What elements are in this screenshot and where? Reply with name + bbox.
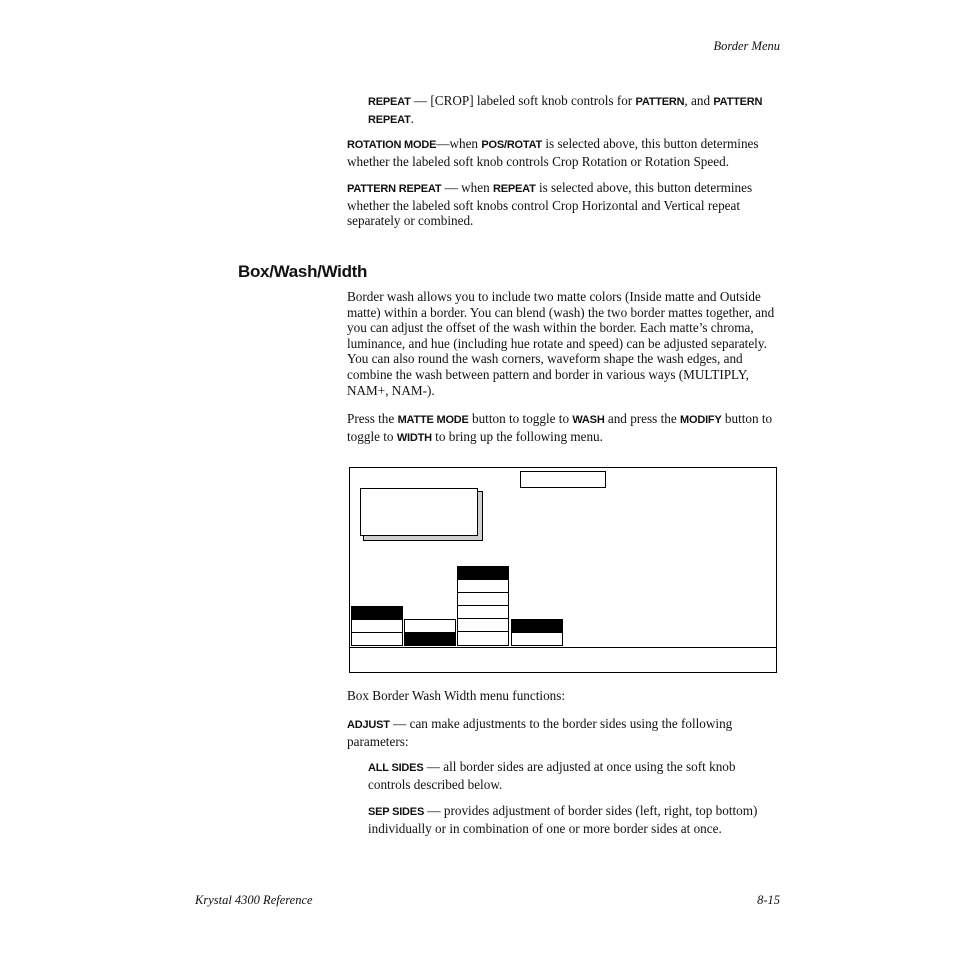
- repeat-paragraph: [368, 93, 780, 128]
- menu-diagram: [349, 467, 777, 673]
- keyword-adjust: ADJUST: [347, 719, 390, 731]
- keyword-rotation-mode: ROTATION MODE: [347, 139, 437, 151]
- menu-button[interactable]: [457, 579, 509, 593]
- text: and press the: [604, 411, 681, 426]
- menu-button-selected[interactable]: [457, 566, 509, 580]
- keyword-pos-rotat: POS/ROTAT: [481, 139, 543, 151]
- menu-button[interactable]: [457, 631, 509, 646]
- adjust-paragraph: [347, 716, 780, 749]
- border-wash-paragraph: Border wash allows you to include two matte colors (Inside matte and Outside matte) within a border. You can blend (wash) the two border mattes together, and you can adjust the offset of the wash within the border. Each matte’s chroma, luminance, and hue (including hue rotate and speed) can be adjusted separately. You can also round the wash corners, waveform shape the wash edges, and combine the wash between pattern and border in various ways (MULTIPLY, NAM+, NAM-).: [347, 289, 775, 398]
- text: Press the: [347, 411, 398, 426]
- press-paragraph: [347, 411, 780, 446]
- menu-button[interactable]: [457, 605, 509, 619]
- keyword-wash: WASH: [572, 414, 605, 426]
- pattern-repeat-paragraph: [347, 180, 780, 229]
- status-divider: [350, 647, 776, 648]
- text: to bring up the following menu.: [431, 428, 603, 444]
- text: button to toggle to: [468, 411, 573, 426]
- menu-button[interactable]: [351, 619, 403, 633]
- menu-button[interactable]: [457, 618, 509, 632]
- keyword-pattern-repeat: PATTERN REPEAT: [368, 96, 763, 126]
- keyword-pattern-repeat: PATTERN REPEAT: [347, 183, 442, 195]
- menu-button[interactable]: [351, 632, 403, 646]
- text: — [CROP] labeled soft knob controls for: [410, 93, 636, 108]
- text: — when: [441, 180, 494, 195]
- text: .: [410, 110, 414, 126]
- page-number: 8-15: [757, 893, 780, 907]
- keyword-repeat: REPEAT: [493, 183, 536, 195]
- menu-button-selected[interactable]: [351, 606, 403, 620]
- text: —when: [436, 136, 482, 151]
- keyword-modify: MODIFY: [680, 414, 722, 426]
- section-heading: Box/Wash/Width: [238, 262, 368, 281]
- text: button to toggle to: [347, 411, 773, 444]
- figure-caption: Box Border Wash Width menu functions:: [347, 688, 566, 703]
- text: , and: [684, 93, 714, 108]
- text: — all border sides are adjusted at once using the soft knob controls described below.: [368, 759, 736, 792]
- rotation-mode-paragraph: [347, 136, 780, 169]
- menu-button-selected[interactable]: [511, 619, 563, 633]
- running-header: Border Menu: [713, 39, 780, 53]
- menu-button-selected[interactable]: [404, 632, 456, 646]
- keyword-repeat: REPEAT: [368, 96, 411, 108]
- text: — provides adjustment of border sides (left, right, top bottom) individually or in combination of one or more border sides at once.: [368, 803, 758, 836]
- info-panel: [360, 488, 478, 536]
- keyword-all-sides: ALL SIDES: [368, 762, 424, 774]
- footer-title: Krystal 4300 Reference: [195, 893, 313, 907]
- text: is selected above, this button determines whether the labeled soft knobs control Crop Horizontal and Vertical repeat separately or combined.: [347, 180, 753, 229]
- menu-button[interactable]: [404, 619, 456, 633]
- menu-title-box: [520, 471, 606, 488]
- all-sides-paragraph: [368, 759, 780, 792]
- sep-sides-paragraph: [368, 803, 780, 836]
- text: — can make adjustments to the border sides using the following parameters:: [347, 716, 733, 749]
- keyword-pattern: PATTERN: [635, 96, 685, 108]
- keyword-width: WIDTH: [396, 431, 432, 444]
- keyword-sep-sides: SEP SIDES: [368, 806, 425, 818]
- menu-button[interactable]: [457, 592, 509, 606]
- menu-button[interactable]: [511, 632, 563, 646]
- text: is selected above, this button determines whether the labeled soft knob controls Crop Rotation or Rotation Speed.: [347, 136, 759, 169]
- keyword-matte-mode: MATTE MODE: [397, 414, 469, 426]
